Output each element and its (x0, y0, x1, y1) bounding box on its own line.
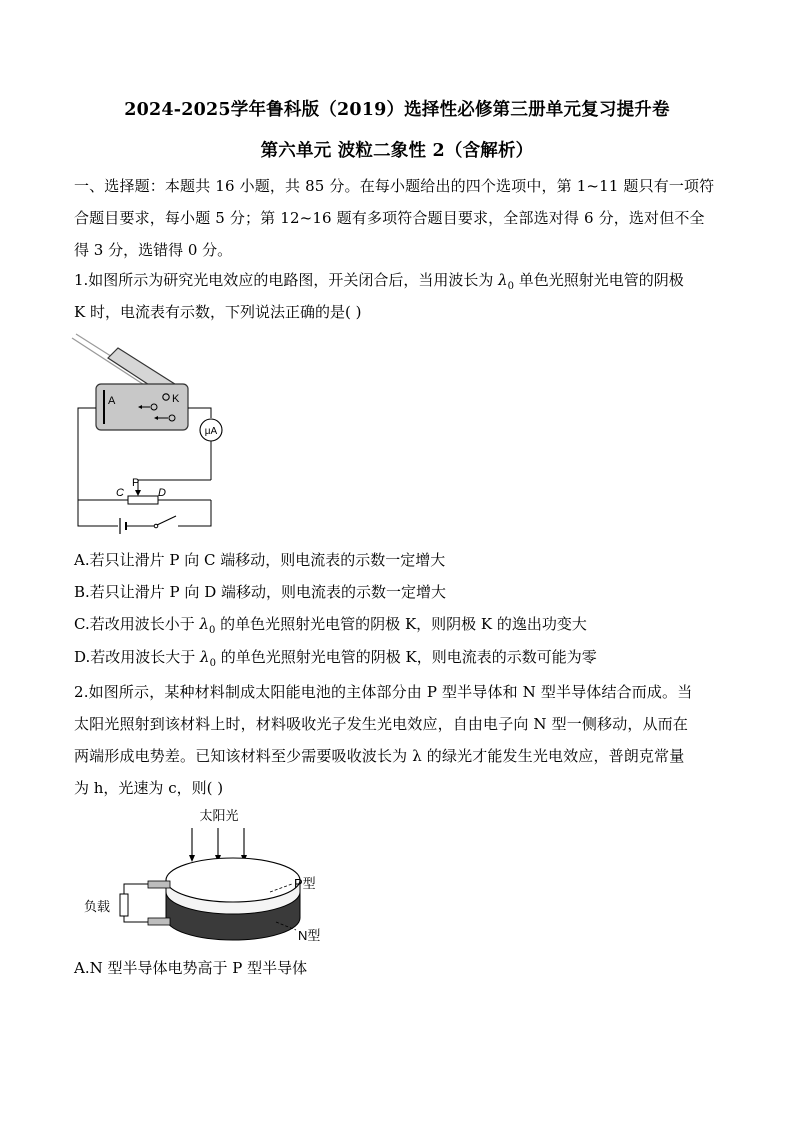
label-load: 负载 (84, 899, 111, 914)
label-slider: P (132, 477, 140, 489)
label-n-type: N型 (298, 928, 321, 943)
q1-option-d: D.若改用波长大于 $\lambda_0$ 的单色光照射光电管的阴极 K，则电流表的示数可能为零 (74, 648, 597, 669)
electrode-bottom (148, 918, 170, 925)
label-c-end: C (116, 487, 124, 499)
lambda0-symbol: $\lambda_0$ (498, 271, 514, 292)
q1-option-b: B.若只让滑片 P 向 D 端移动，则电流表的示数一定增大 (74, 583, 446, 601)
q1-stem-part-b: 单色光照射光电管的阴极 (518, 271, 684, 289)
label-sunlight: 太阳光 (199, 808, 239, 823)
electrode-top (148, 881, 170, 888)
q2-option-a: A.N 型半导体电势高于 P 型半导体 (74, 959, 308, 977)
q1-stem-line1 (74, 270, 684, 297)
lambda0-symbol: $\lambda_0$ (199, 615, 216, 636)
doc-title-line1: 2024-2025学年鲁科版（2019）选择性必修第三册单元复习提升卷 (124, 100, 670, 120)
section-instructions-line3: 得 3 分，选错得 0 分。 (74, 241, 233, 259)
section-instructions-line1: 一、选择题：本题共 16 小题，共 85 分。在每小题给出的四个选项中，第 1~11 题只有一项符 (74, 177, 715, 195)
switch-lever (157, 516, 176, 525)
solar-cell-figure (80, 802, 340, 952)
doc-title-line2: 第六单元 波粒二象性 2（含解析） (260, 141, 534, 161)
section-instructions-line2: 合题目要求，每小题 5 分；第 12~16 题有多项符合题目要求，全部选对得 6 分，选对但不全 (74, 209, 705, 227)
q1-stem-line2: K 时，电流表有示数，下列说法正确的是( ) (74, 303, 362, 321)
q1-option-a: A.若只让滑片 P 向 C 端移动，则电流表的示数一定增大 (74, 551, 446, 569)
q2-stem-line1: 2.如图所示，某种材料制成太阳能电池的主体部分由 P 型半导体和 N 型半导体结合而成。当 (74, 683, 693, 701)
lambda0-symbol: $\lambda_0$ (200, 648, 216, 669)
cell-top-face (166, 858, 300, 902)
slider-p (135, 490, 141, 496)
label-p-type: P型 (294, 876, 316, 891)
load-resistor (120, 894, 128, 916)
label-d-end: D (158, 487, 166, 499)
label-anode: A (108, 395, 116, 407)
q2-stem-line4: 为 h，光速为 c，则( ) (74, 779, 224, 797)
q2-stem-line3: 两端形成电势差。已知该材料至少需要吸收波长为 λ 的绿光才能发生光电效应，普朗克常量 (74, 747, 685, 765)
label-cathode: K (172, 393, 180, 405)
rheostat (128, 496, 158, 504)
q1-stem-part-a: 1.如图所示为研究光电效应的电路图，开关闭合后，当用波长为 (74, 271, 494, 289)
q2-stem-line2: 太阳光照射到该材料上时，材料吸收光子发生光电效应，自由电子向 N 型一侧移动，从而在 (74, 715, 688, 733)
label-microammeter: μA (204, 426, 218, 437)
q1-option-c: C.若改用波长小于 $\lambda_0$ 的单色光照射光电管的阴极 K，则阴极 K 的逸出功变大 (74, 615, 587, 636)
wire-right-top (188, 408, 211, 418)
photoelectric-circuit-figure (66, 330, 226, 535)
